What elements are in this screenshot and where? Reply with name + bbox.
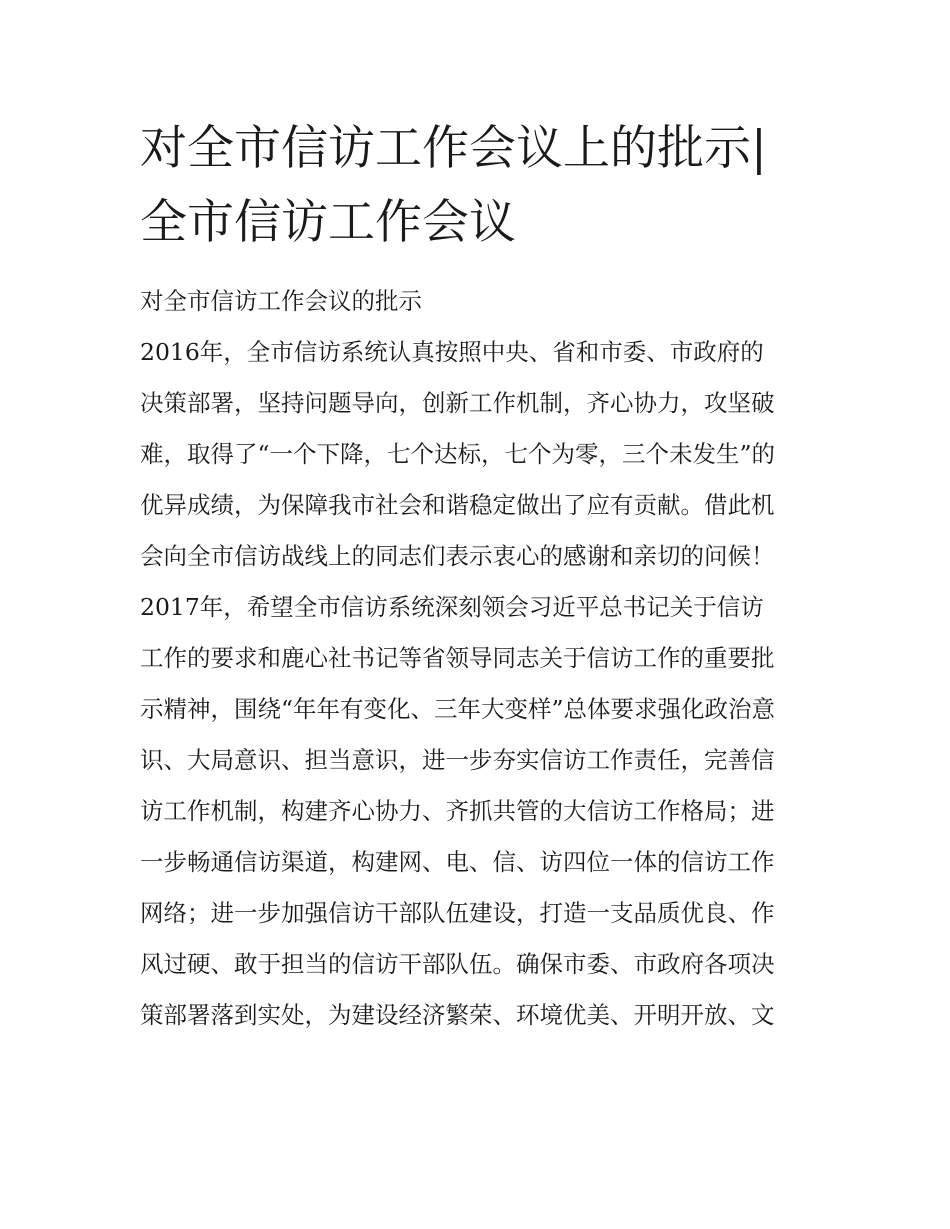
title-line-2: 全市信访工作会议 xyxy=(140,195,516,250)
body-line: 2016年，全市信访系统认真按照中央、省和市委、市政府的 xyxy=(140,338,764,366)
body-line: 访工作机制，构建齐心协力、齐抓共管的大信访工作格局；进 xyxy=(140,797,775,825)
body-line: 会向全市信访战线上的同志们表示衷心的感谢和亲切的问候！ xyxy=(140,542,775,570)
title-line-1: 对全市信访工作会议上的批示| xyxy=(140,121,767,176)
body-line: 优异成绩，为保障我市社会和谐稳定做出了应有贡献。借此机 xyxy=(140,491,775,519)
body-line: 难，取得了“一个下降，七个达标，七个为零，三个未发生”的 xyxy=(140,440,776,468)
subtitle-line: 对全市信访工作会议的批示 xyxy=(140,287,422,315)
body-line: 决策部署，坚持问题导向，创新工作机制，齐心协力，攻坚破 xyxy=(140,389,775,417)
body-line: 示精神，围绕“年年有变化、三年大变样”总体要求强化政治意 xyxy=(140,695,776,723)
body-line: 网络；进一步加强信访干部队伍建设，打造一支品质优良、作 xyxy=(140,899,775,927)
document-title xyxy=(140,112,820,260)
document-body xyxy=(140,276,820,1041)
body-line: 2017年，希望全市信访系统深刻领会习近平总书记关于信访 xyxy=(140,593,764,621)
body-line: 风过硬、敢于担当的信访干部队伍。确保市委、市政府各项决 xyxy=(140,950,775,978)
body-line: 策部署落到实处，为建设经济繁荣、环境优美、开明开放、文 xyxy=(140,1001,775,1029)
body-line: 工作的要求和鹿心社书记等省领导同志关于信访工作的重要批 xyxy=(140,644,775,672)
body-line: 一步畅通信访渠道，构建网、电、信、访四位一体的信访工作 xyxy=(140,848,775,876)
body-line: 识、大局意识、担当意识，进一步夯实信访工作责任，完善信 xyxy=(140,746,775,774)
